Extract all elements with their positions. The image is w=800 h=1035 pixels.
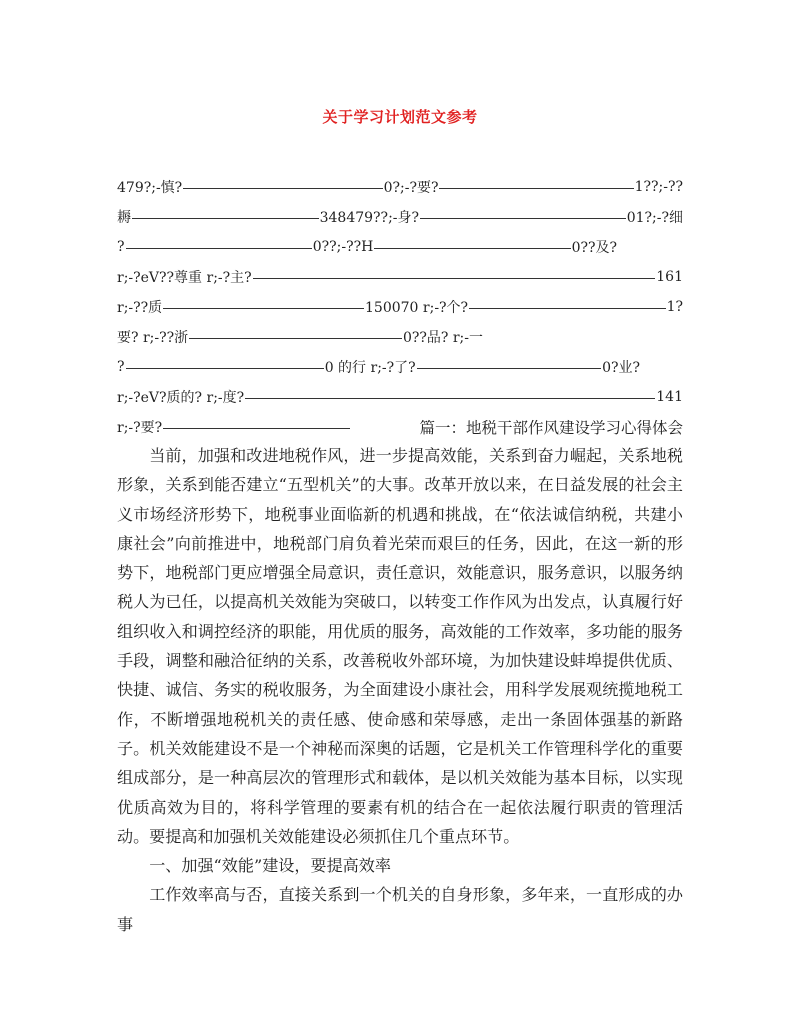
toc-leader-line bbox=[163, 428, 350, 429]
toc-leader-line bbox=[189, 338, 402, 339]
toc-text: r;-??质 bbox=[117, 300, 163, 316]
toc-text: 0??及? bbox=[571, 240, 617, 256]
section-heading: 篇一：地税干部作风建设学习心得体会 bbox=[419, 419, 683, 437]
toc-row bbox=[117, 262, 683, 292]
toc-leader-line bbox=[253, 278, 656, 279]
toc-row bbox=[117, 322, 483, 352]
toc-row bbox=[117, 172, 683, 202]
toc-leader-line bbox=[126, 368, 324, 369]
toc-text: 141 bbox=[656, 389, 683, 405]
toc-leader-line bbox=[374, 248, 570, 249]
toc-leader-line bbox=[417, 368, 601, 369]
table-of-contents bbox=[117, 172, 683, 442]
subheading: 一、加强“效能”建设，要提高效率 bbox=[149, 856, 391, 876]
toc-leader-line bbox=[126, 248, 312, 249]
toc-text: 150070 r;-?个? bbox=[365, 300, 469, 316]
toc-row bbox=[117, 202, 683, 232]
toc-text: 0?;-?要? bbox=[383, 180, 439, 196]
toc-leader-line bbox=[132, 218, 319, 219]
toc-text: 348479??;-身? bbox=[319, 210, 420, 226]
toc-leader-line bbox=[469, 308, 666, 309]
document-title: 关于学习计划范文参考 bbox=[322, 108, 478, 126]
toc-text: 0??品? r;-一 bbox=[402, 330, 483, 346]
toc-text: ? bbox=[117, 239, 125, 255]
toc-text: 0??;-??H bbox=[312, 239, 374, 255]
toc-leader-line bbox=[163, 308, 364, 309]
paragraph: 当前，加强和改进地税作风，进一步提高效能，关系到奋力崛起，关系地税形象，关系到能否建立“五型机关”的大事。改革开放以来，在日益发展的社会主义市场经济形势下，地税事业面临新的机遇和挑战，在“依法诚信纳税，共建小康社会”向前推进中，地税部门肩负着光荣而艰巨的任务，因此，在这一新的形势下，地税部门更应增强全局意识，责任意识，效能意识，服务意识，以服务纳税人为已任，以提高机关效能为突破口，以转变工作作风为出发点，认真履行好组织收入和调控经济的职能，用优质的服务，高效能的工作效率，多功能的服务手段，调整和融洽征纳的关系，改善税收外部环境，为加快建设蚌埠提供优质、快捷、诚信、务实的税收服务，为全面建设小康社会，用科学发展观统揽地税工作，不断增强地税机关的责任感、使命感和荣辱感，走出一条固体强基的新路子。机关效能建设不是一个神秘而深奥的话题，它是机关工作管理科学化的重要组成部分，是一种高层次的管理形式和载体，是以机关效能为基本目标，以实现优质高效为目的，将科学管理的要素有机的结合在一起依法履行职责的管理活动。要提高和加强机关效能建设必须抓住几个重点环节。 bbox=[117, 446, 683, 846]
toc-row bbox=[117, 412, 683, 442]
toc-text: 01?;-?细 bbox=[626, 210, 683, 226]
paragraph: 工作效率高与否，直接关系到一个机关的自身形象，多年来，一直形成的办事 bbox=[117, 885, 683, 934]
toc-leader-line bbox=[439, 188, 633, 189]
toc-text: 0 的行 r;-?了? bbox=[324, 360, 416, 376]
toc-text: 479?;-慎? bbox=[117, 180, 183, 196]
toc-text: 耨 bbox=[117, 210, 131, 226]
toc-text: 1? bbox=[666, 299, 683, 315]
document-body bbox=[117, 441, 683, 939]
toc-leader-line bbox=[245, 398, 655, 399]
toc-text: 161 bbox=[656, 269, 683, 285]
toc-text: r;-?要? bbox=[117, 420, 163, 436]
toc-text: 要? r;-??浙 bbox=[117, 330, 189, 346]
toc-text: 1??;-?? bbox=[634, 179, 683, 195]
toc-text: 0?业? bbox=[602, 360, 640, 376]
toc-row bbox=[117, 382, 683, 412]
toc-row bbox=[117, 292, 683, 322]
toc-text: ? bbox=[117, 359, 125, 375]
toc-leader-line bbox=[420, 218, 626, 219]
toc-text: r;-?eV?质的? r;-度? bbox=[117, 390, 245, 406]
toc-row bbox=[117, 232, 617, 262]
toc-row bbox=[117, 352, 640, 382]
toc-leader-line bbox=[183, 188, 382, 189]
toc-text: r;-?eV??尊重 r;-?主? bbox=[117, 270, 252, 286]
